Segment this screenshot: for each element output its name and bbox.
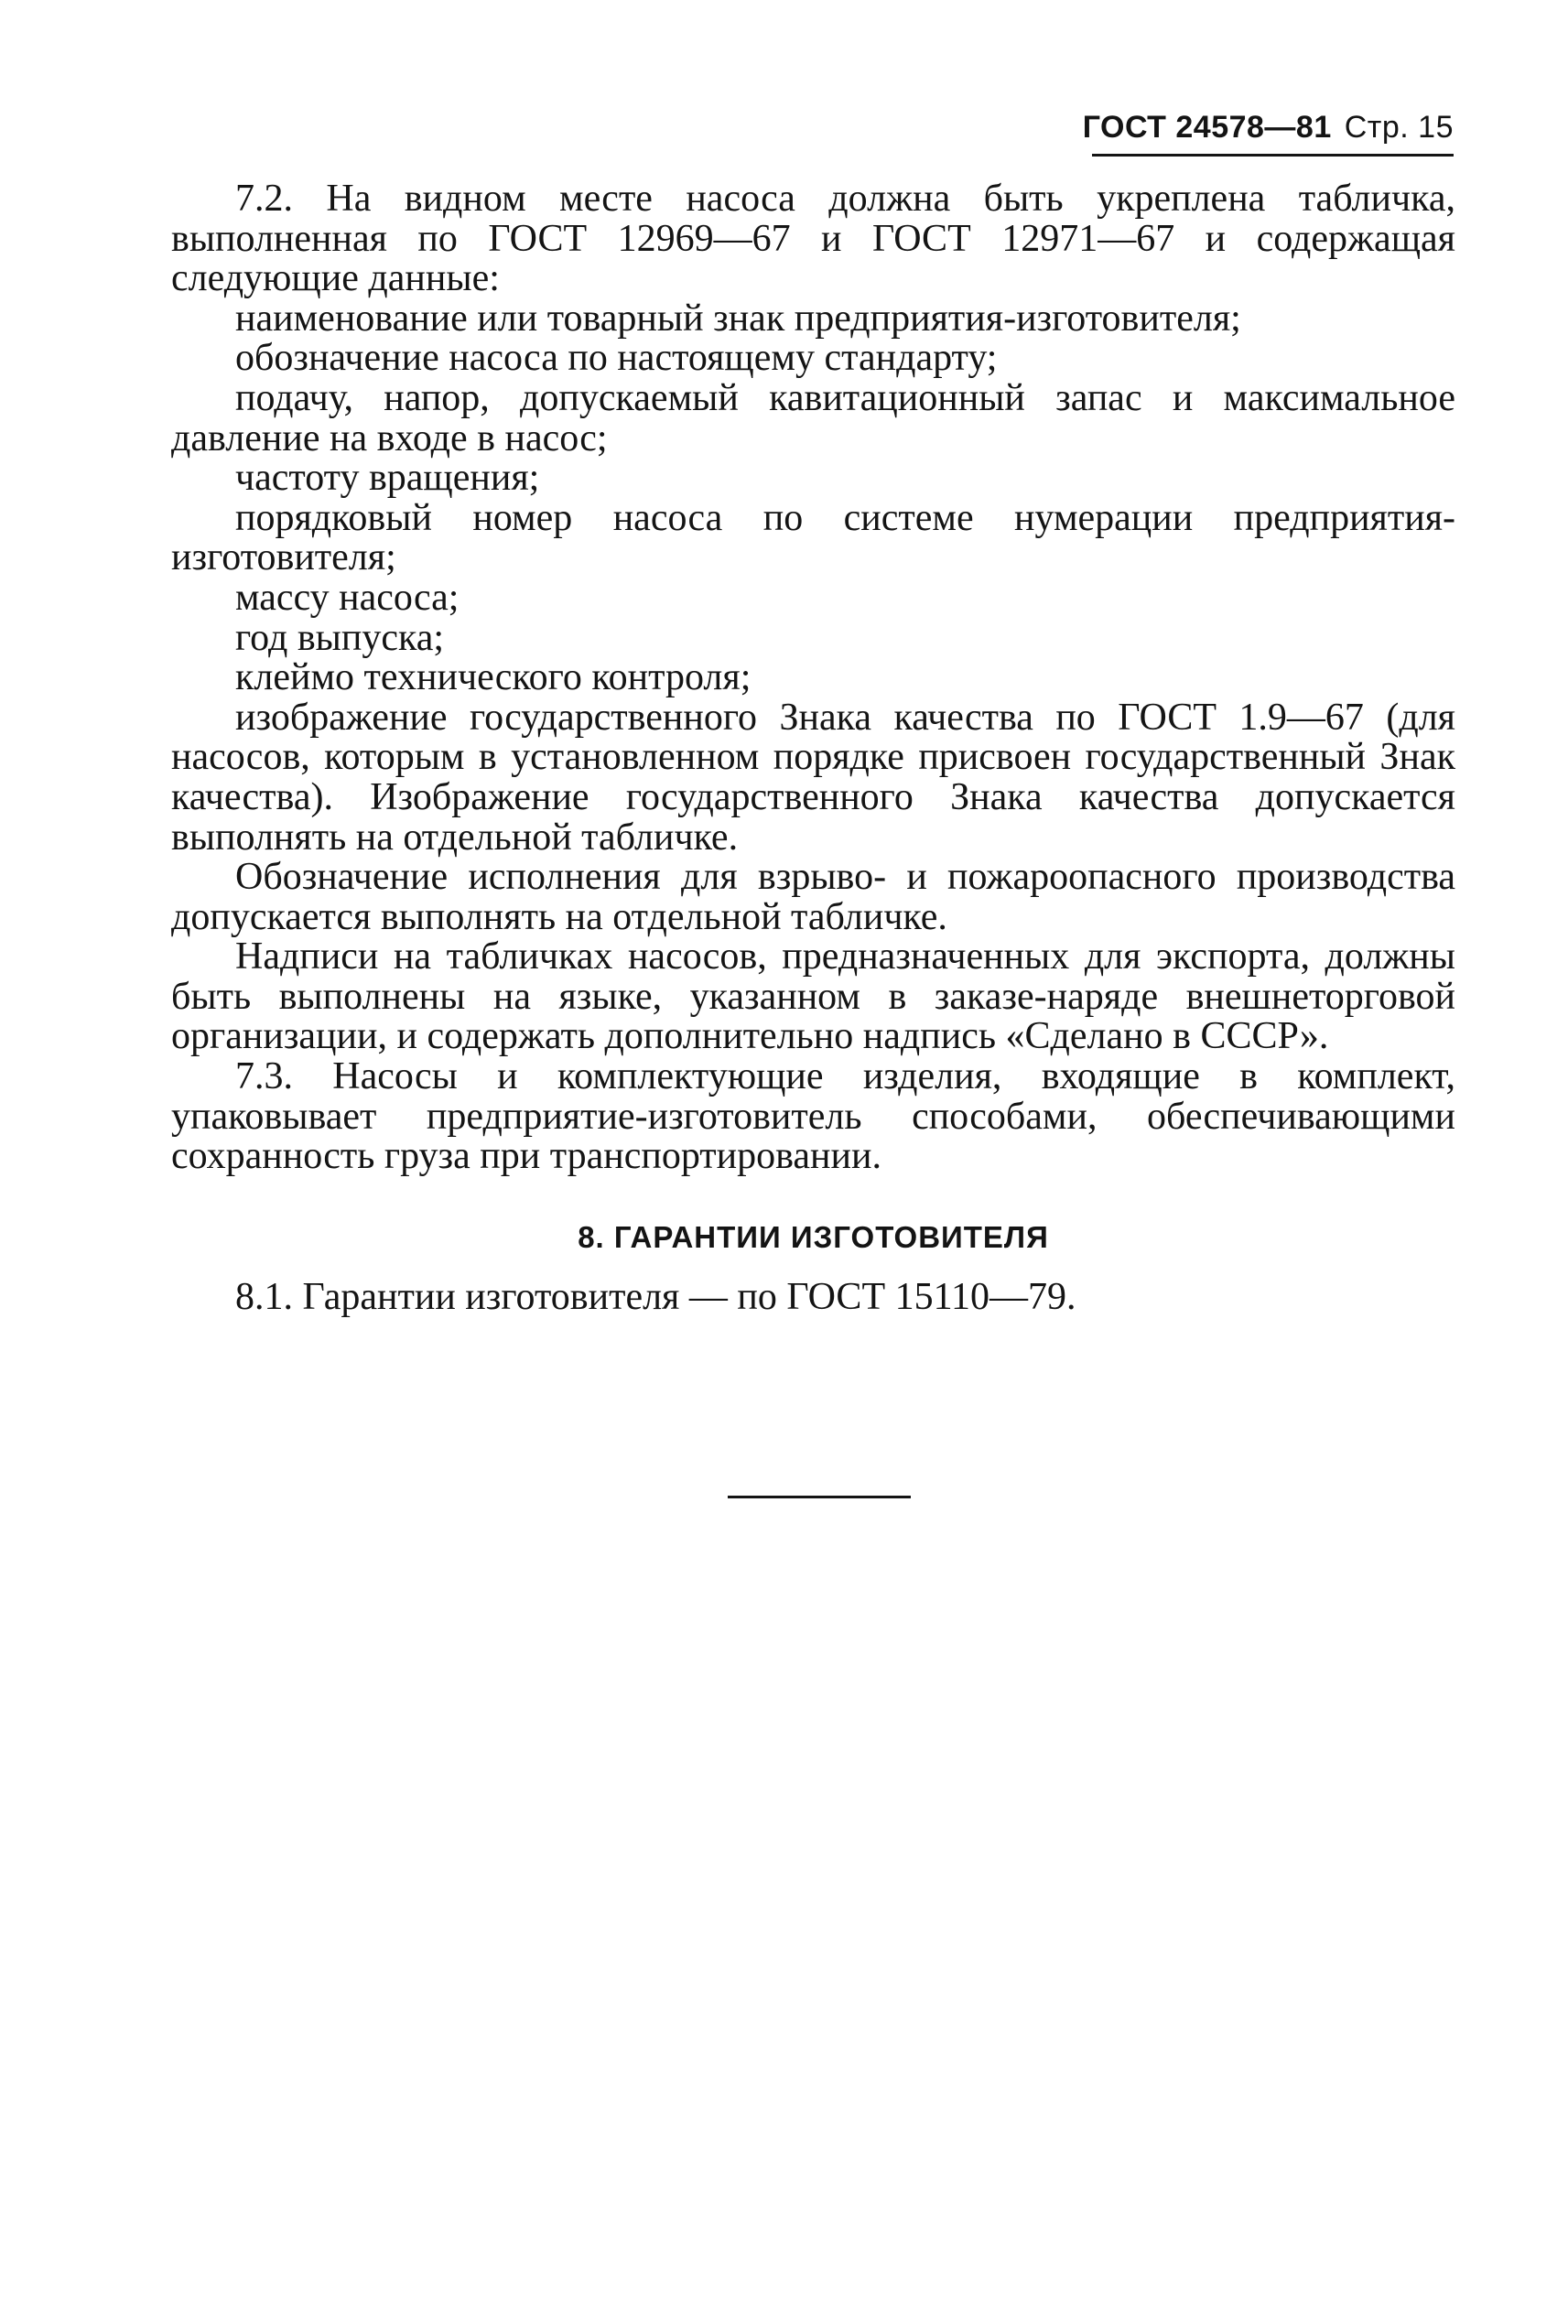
list-item: наименование или товарный знак предприятия-изготовителя; [235,297,1241,340]
list-item: год выпуска; [235,616,445,659]
header-rule [1092,154,1454,157]
standard-number: ГОСТ 24578—81 [1082,109,1332,145]
paragraph-designation: Обозначение исполнения для взрыво- и пожароопасного производства допускается выполнять на отдельной табличке. [171,856,1455,938]
end-rule [728,1496,911,1498]
list-item: клеймо технического контроля; [235,656,752,699]
list-item: обозначение насоса по настоящему стандарту; [235,337,998,380]
document-body [171,179,1455,1317]
paragraph-8-1: 8.1. Гарантии изготовителя — по ГОСТ 15110—79. [235,1275,1076,1318]
page-header [1083,104,1454,150]
list-item: подачу, напор, допускаемый кавитационный запас и максимальное давление на входе в насос; [171,376,1455,459]
paragraph-export: Надписи на табличках насосов, предназначенных для экспорта, должны быть выполнены на языке, указанном в заказе-наряде внешнеторговой организации, и содержать дополнительно надпись «Сделано в СССР». [171,935,1455,1058]
section-8-title: 8. ГАРАНТИИ ИЗГОТОВИТЕЛЯ [578,1219,1049,1254]
page-number: Стр. 15 [1344,109,1454,145]
paragraph-7-2: 7.2. На видном месте насоса должна быть укреплена табличка, выполненная по ГОСТ 12969—67 и ГОСТ 12971—67 и содержащая следующие данные: [171,178,1455,300]
list-item: изображение государственного Знака качества по ГОСТ 1.9—67 (для насосов, которым в установленном порядке присвоен государственный Знак качества). Изображение государственного Знака качества допускается выполнять на отдельной табличке. [171,696,1455,859]
list-item: частоту вращения; [235,457,540,500]
paragraph-7-3: 7.3. Насосы и комплектующие изделия, входящие в комплект, упаковывает предприятие-изготовитель способами, обеспечивающими сохранность груза при транспортировании. [171,1055,1455,1178]
list-item: порядковый номер насоса по системе нумерации предприятия-изготовителя; [171,496,1455,579]
list-item: массу насоса; [235,576,460,619]
